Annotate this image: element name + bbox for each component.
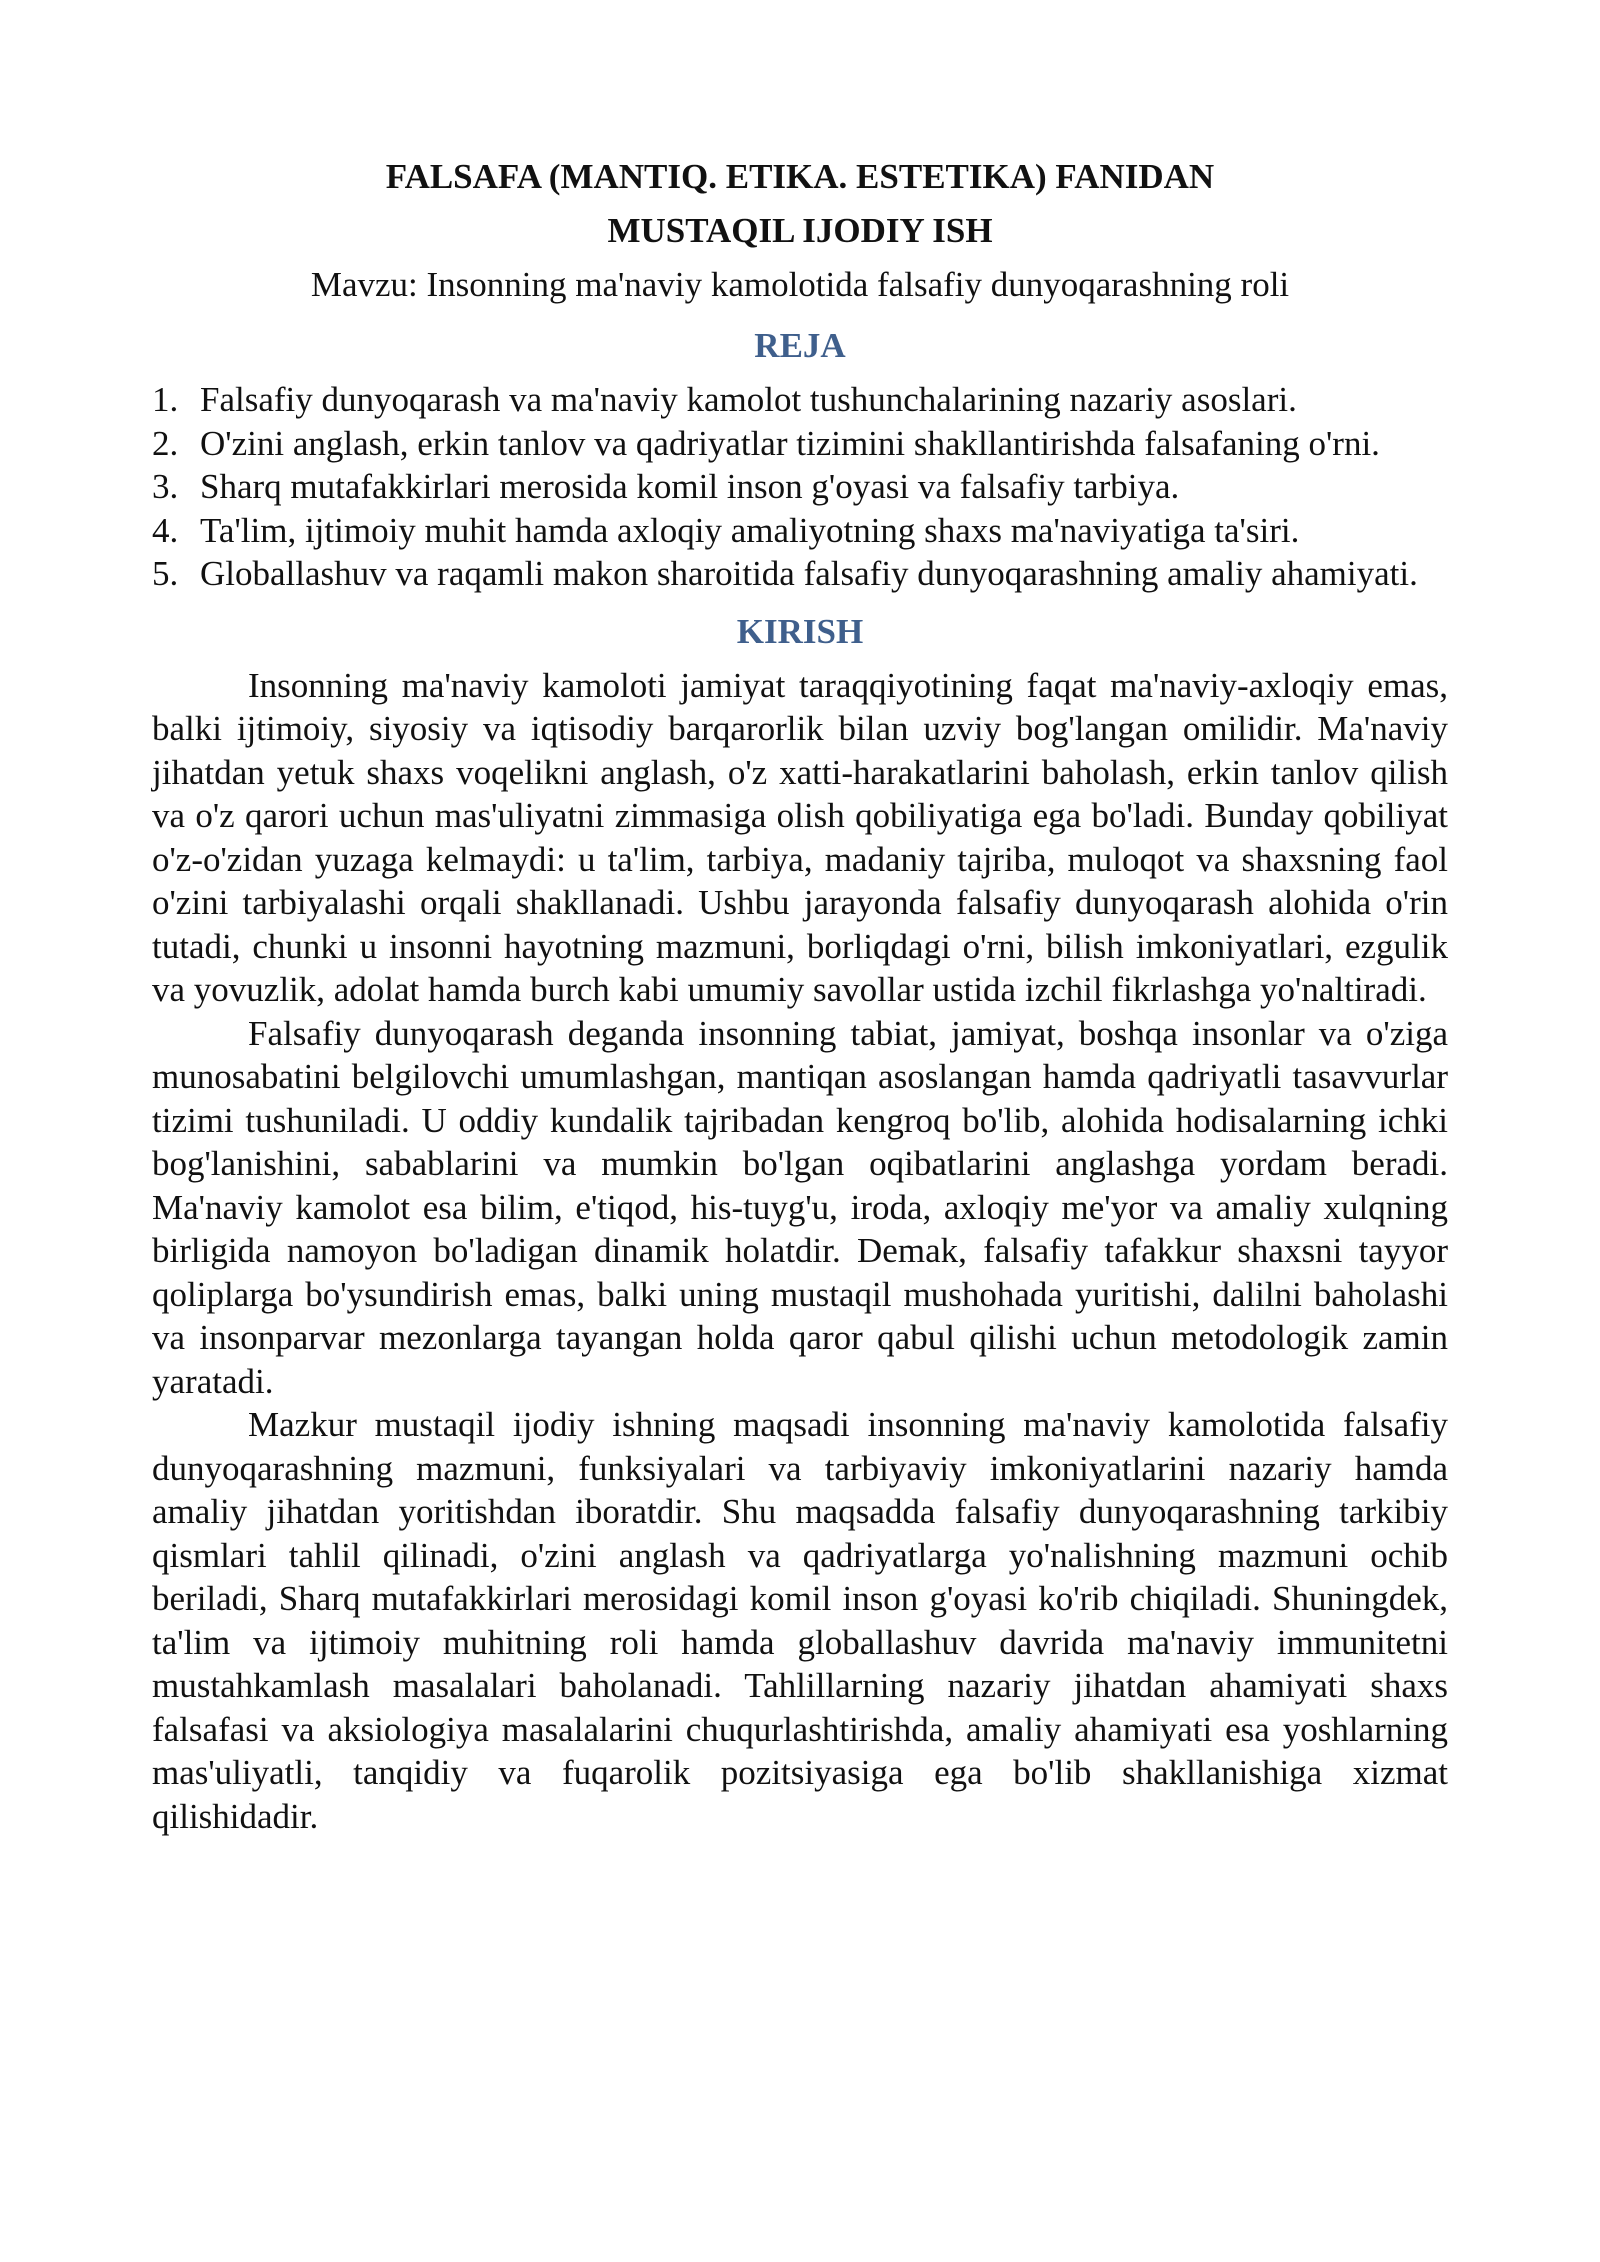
document-page bbox=[152, 150, 1448, 1838]
plan-item-text: Ta'lim, ijtimoiy muhit hamda axloqiy amaliyotning shaxs ma'naviyatiga ta'siri. bbox=[200, 510, 1300, 550]
intro-paragraph-3: Mazkur mustaqil ijodiy ishning maqsadi insonning ma'naviy kamolotida falsafiy dunyoqarashning mazmuni, funksiyalari va tarbiyaviy imkoniyatlarini nazariy hamda amaliy jihatdan yoritishdan iboratdir. Shu maqsadda falsafiy dunyoqarashning tarkibiy qismlari tahlil qilinadi, o'zini anglash va qadriyatlarga yo'nalishning mazmuni ochib beriladi, Sharq mutafakkirlari merosidagi komil inson g'oyasi ko'rib chiqiladi. Shuningdek, ta'lim va ijtimoiy muhitning roli hamda globallashuv davrida ma'naviy immunitetni mustahkamlash masalalari baholanadi. Tahlillarning nazariy jihatdan ahamiyati shaxs falsafasi va aksiologiya masalalarini chuqurlashtirishda, amaliy ahamiyati esa yoshlarning mas'uliyatli, tanqidiy va fuqarolik pozitsiyasiga ega bo'lib shakllanishiga xizmat qilishidadir. bbox=[152, 1405, 1448, 1836]
plan-heading: REJA bbox=[754, 326, 846, 365]
plan-item-3 bbox=[152, 465, 1448, 509]
plan-item-4 bbox=[152, 509, 1448, 553]
plan-list bbox=[152, 378, 1448, 596]
plan-item-number: 5. bbox=[152, 554, 179, 593]
plan-item-text: O'zini anglash, erkin tanlov va qadriyatlar tizimini shakllantirishda falsafaning o'rni. bbox=[200, 423, 1380, 463]
plan-item-number: 2. bbox=[152, 423, 179, 463]
plan-item-text: Falsafiy dunyoqarash va ma'naviy kamolot tushunchalarining nazariy asoslari. bbox=[200, 380, 1297, 419]
plan-item-1 bbox=[152, 378, 1448, 422]
intro-heading: KIRISH bbox=[736, 611, 864, 651]
plan-item-number: 4. bbox=[152, 510, 179, 550]
intro-paragraph-2: Falsafiy dunyoqarash deganda insonning tabiat, jamiyat, boshqa insonlar va o'ziga munosabatini belgilovchi umumlashgan, mantiqan asoslangan hamda qadriyatli tasavvurlar tizimi tushuniladi. U oddiy kundalik tajribadan kengroq bo'lib, alohida hodisalarning ichki bog'lanishini, sabablarini va mumkin bo'lgan oqibatlarini anglashga yordam beradi. Ma'naviy kamolot esa bilim, e'tiqod, his-tuyg'u, iroda, axloqiy me'yor va amaliy xulqning birligida namoyon bo'ladigan dinamik holatdir. Demak, falsafiy tafakkur shaxsni tayyor qoliplarga bo'ysundirish emas, balki uning mustaqil mushohada yuritishi, dalilni baholashi va insonparvar mezonlarga tayangan holda qaror qabul qilishi uchun metodologik zamin yaratadi. bbox=[152, 1013, 1448, 1401]
plan-item-5 bbox=[152, 552, 1448, 596]
plan-item-text: Globallashuv va raqamli makon sharoitida falsafiy dunyoqarashning amaliy ahamiyati. bbox=[200, 554, 1418, 593]
title-line-2: MUSTAQIL IJODIY ISH bbox=[607, 211, 993, 250]
intro-paragraph-1: Insonning ma'naviy kamoloti jamiyat taraqqiyotining faqat ma'naviy-axloqiy emas, balki ijtimoiy, siyosiy va iqtisodiy barqarorlik bilan uzviy bog'langan omilidir. Ma'naviy jihatdan yetuk shaxs voqelikni anglash, o'z xatti-harakatlarini baholash, erkin tanlov qilish va o'z qarori uchun mas'uliyatni zimmasiga olish qobiliyatiga ega bo'ladi. Bunday qobiliyat o'z-o'zidan yuzaga kelmaydi: u ta'lim, tarbiya, madaniy tajriba, muloqot va shaxsning faol o'zini tarbiyalashi orqali shakllanadi. Ushbu jarayonda falsafiy dunyoqarash alohida o'rin tutadi, chunki u insonni hayotning mazmuni, borliqdagi o'rni, bilish imkoniyatlari, ezgulik va yovuzlik, adolat hamda burch kabi umumiy savollar ustida izchil fikrlashga yo'naltiradi. bbox=[152, 665, 1448, 1009]
plan-item-number: 1. bbox=[152, 380, 179, 419]
title-line-1: FALSAFA (MANTIQ. ETIKA. ESTETIKA) FANIDAN bbox=[385, 157, 1215, 196]
subject-line: Mavzu: Insonning ma'naviy kamolotida falsafiy dunyoqarashning roli bbox=[310, 265, 1290, 304]
plan-item-2 bbox=[152, 422, 1448, 466]
plan-item-number: 3. bbox=[152, 467, 179, 506]
plan-item-text: Sharq mutafakkirlari merosida komil inson g'oyasi va falsafiy tarbiya. bbox=[200, 467, 1180, 506]
